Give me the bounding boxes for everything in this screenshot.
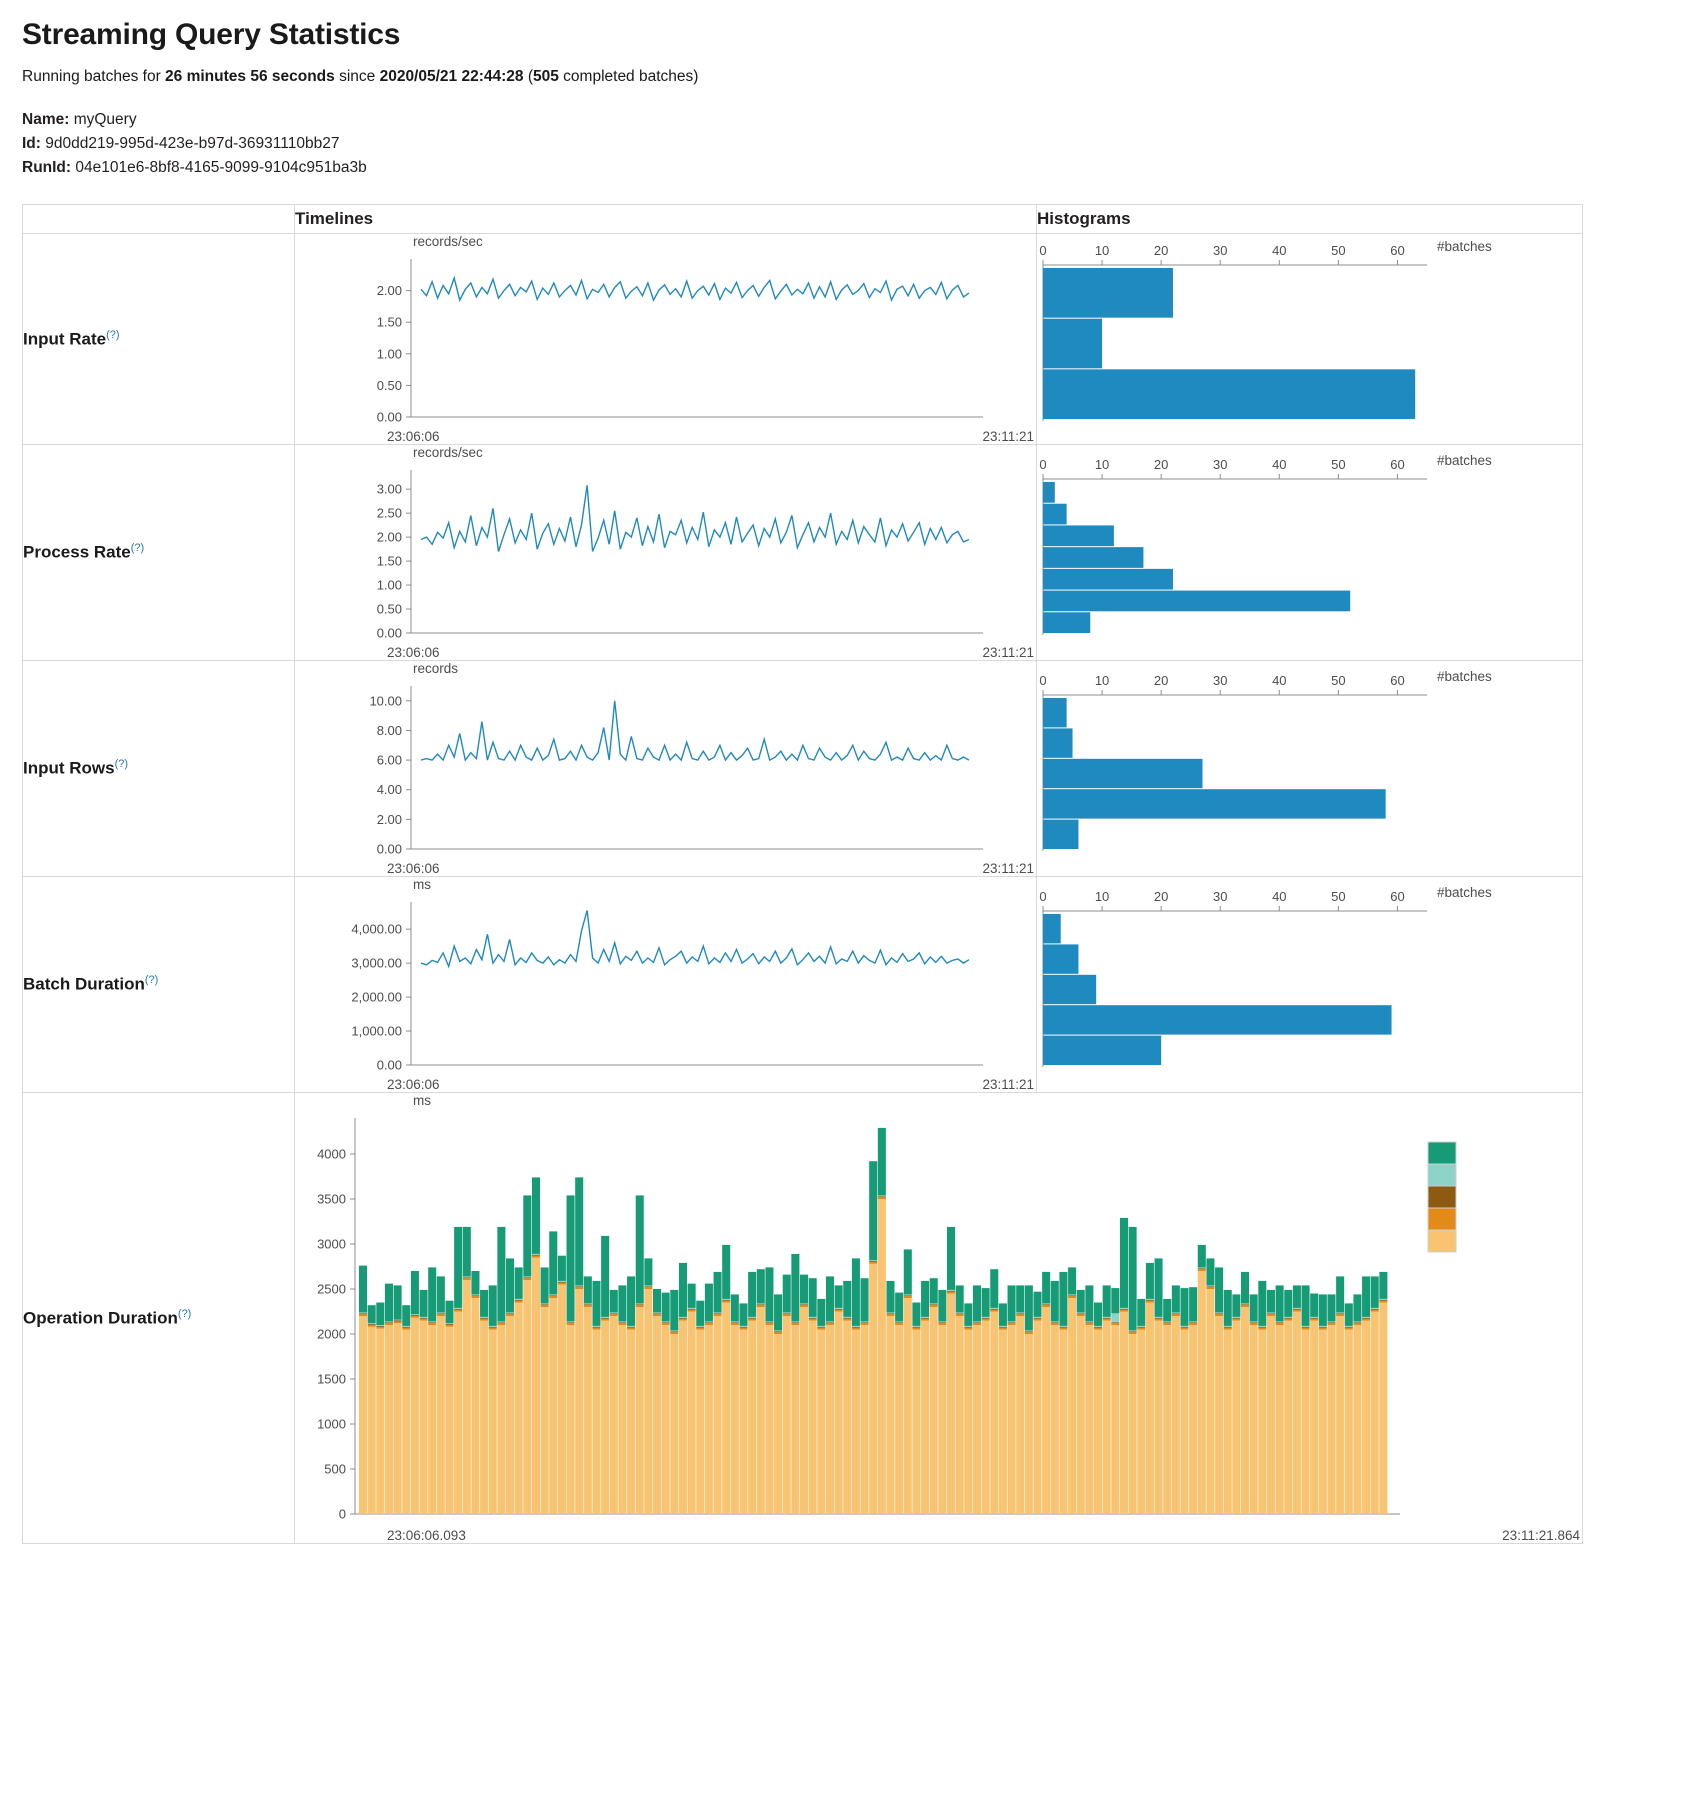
query-name-row bbox=[22, 108, 1671, 132]
svg-text:50: 50 bbox=[1331, 672, 1346, 688]
input-rate-timeline-chart bbox=[295, 251, 995, 431]
svg-text:1000: 1000 bbox=[317, 1416, 346, 1432]
svg-text:30: 30 bbox=[1212, 888, 1228, 904]
running-batches-summary bbox=[22, 68, 1671, 86]
table-row bbox=[23, 1093, 1583, 1544]
statistics-table bbox=[22, 204, 1583, 1544]
row-label-text: Process Rate bbox=[23, 542, 131, 562]
svg-text:3,000.00: 3,000.00 bbox=[351, 955, 402, 971]
svg-text:60: 60 bbox=[1390, 243, 1405, 259]
batches-axis-label: #batches bbox=[1437, 884, 1492, 900]
query-name-value: myQuery bbox=[73, 111, 137, 128]
row-label-process-rate bbox=[23, 445, 295, 661]
batch-duration-unit: ms bbox=[413, 877, 431, 893]
input-rows-time-axis bbox=[295, 861, 1036, 876]
svg-text:0: 0 bbox=[1039, 456, 1047, 472]
operation-duration-unit: ms bbox=[413, 1093, 431, 1109]
svg-text:4000: 4000 bbox=[317, 1146, 346, 1162]
operation-duration-time-axis bbox=[295, 1528, 1582, 1543]
svg-text:0.50: 0.50 bbox=[376, 377, 402, 393]
input-rows-hist-header bbox=[1037, 669, 1582, 869]
batches-open-paren: ( bbox=[523, 68, 533, 85]
help-icon[interactable]: (?) bbox=[144, 974, 159, 987]
svg-text:8.00: 8.00 bbox=[376, 723, 402, 739]
query-name-label: Name: bbox=[22, 111, 70, 128]
svg-text:1500: 1500 bbox=[317, 1371, 346, 1387]
row-label-batch-duration bbox=[23, 877, 295, 1093]
svg-text:40: 40 bbox=[1272, 888, 1287, 904]
x-end-label: 23:11:21 bbox=[982, 429, 1034, 445]
batch-duration-histogram-cell bbox=[1037, 877, 1583, 1093]
svg-text:20: 20 bbox=[1153, 888, 1169, 904]
input-rate-histogram-chart bbox=[1037, 239, 1437, 439]
svg-text:2000: 2000 bbox=[317, 1326, 346, 1342]
process-rate-unit: records/sec bbox=[413, 445, 483, 461]
help-icon[interactable]: (?) bbox=[114, 758, 129, 771]
process-rate-timeline-chart bbox=[295, 462, 995, 647]
svg-text:10: 10 bbox=[1094, 456, 1110, 472]
svg-text:0: 0 bbox=[1039, 888, 1047, 904]
row-label-text: Batch Duration bbox=[23, 974, 145, 994]
svg-text:0: 0 bbox=[1039, 672, 1047, 688]
svg-text:500: 500 bbox=[324, 1461, 346, 1477]
header-timelines: Timelines bbox=[295, 205, 1037, 234]
help-icon[interactable]: (?) bbox=[130, 542, 145, 555]
svg-text:2.00: 2.00 bbox=[376, 811, 402, 827]
svg-text:6.00: 6.00 bbox=[376, 752, 402, 768]
svg-text:0.00: 0.00 bbox=[376, 1057, 402, 1073]
process-rate-histogram-cell bbox=[1037, 445, 1583, 661]
x-start-label: 23:06:06 bbox=[387, 429, 440, 445]
svg-text:1.50: 1.50 bbox=[376, 553, 402, 569]
svg-text:60: 60 bbox=[1390, 888, 1405, 904]
input-rows-timeline-chart bbox=[295, 678, 995, 863]
input-rows-unit: records bbox=[413, 661, 459, 677]
table-row bbox=[23, 234, 1583, 445]
query-runid-value: 04e101e6-8bf8-4165-9099-9104c951ba3b bbox=[75, 159, 367, 177]
running-prefix: Running batches for bbox=[22, 68, 166, 85]
page-title: Streaming Query Statistics bbox=[22, 18, 401, 51]
row-label-operation-duration bbox=[23, 1093, 295, 1544]
batches-axis-label: #batches bbox=[1437, 452, 1492, 468]
input-rate-histogram-cell bbox=[1037, 234, 1583, 445]
svg-text:10.00: 10.00 bbox=[369, 693, 402, 709]
batch-duration-timeline-cell bbox=[295, 877, 1037, 1093]
svg-text:0: 0 bbox=[338, 1506, 346, 1522]
svg-text:4,000.00: 4,000.00 bbox=[351, 921, 402, 937]
svg-text:4.00: 4.00 bbox=[376, 782, 402, 798]
input-rows-histogram-chart bbox=[1037, 669, 1437, 869]
svg-text:0.00: 0.00 bbox=[376, 841, 402, 857]
svg-text:40: 40 bbox=[1272, 672, 1287, 688]
svg-text:60: 60 bbox=[1390, 456, 1405, 472]
svg-text:2.00: 2.00 bbox=[376, 529, 402, 545]
batch-duration-timeline-chart bbox=[295, 894, 995, 1079]
help-icon[interactable]: (?) bbox=[177, 1307, 192, 1320]
svg-text:0.00: 0.00 bbox=[376, 409, 402, 425]
svg-text:30: 30 bbox=[1212, 456, 1228, 472]
table-row bbox=[23, 877, 1583, 1093]
operation-duration-cell bbox=[295, 1093, 1583, 1544]
input-rows-timeline-cell bbox=[295, 661, 1037, 877]
batches-suffix: completed batches) bbox=[558, 68, 699, 85]
svg-text:20: 20 bbox=[1153, 672, 1169, 688]
query-id-label: Id: bbox=[22, 135, 41, 153]
svg-text:30: 30 bbox=[1212, 672, 1228, 688]
running-duration: 26 minutes 56 seconds bbox=[165, 68, 335, 85]
svg-text:1,000.00: 1,000.00 bbox=[351, 1023, 402, 1039]
x-end-label: 23:11:21 bbox=[982, 1077, 1034, 1093]
svg-text:50: 50 bbox=[1331, 888, 1346, 904]
x-start-label: 23:06:06 bbox=[387, 1077, 440, 1093]
row-label-text: Input Rows bbox=[23, 758, 115, 778]
x-end-label: 23:11:21 bbox=[982, 645, 1034, 661]
header-blank bbox=[23, 205, 295, 234]
since-timestamp: 2020/05/21 22:44:28 bbox=[379, 68, 524, 85]
help-icon[interactable]: (?) bbox=[106, 328, 120, 341]
x-start-label: 23:06:06.093 bbox=[387, 1528, 466, 1544]
input-rate-timeline-cell bbox=[295, 234, 1037, 445]
svg-text:1.50: 1.50 bbox=[376, 314, 402, 330]
svg-text:40: 40 bbox=[1272, 243, 1287, 259]
svg-text:2.00: 2.00 bbox=[376, 283, 402, 299]
input-rate-unit: records/sec bbox=[413, 234, 483, 250]
svg-text:50: 50 bbox=[1331, 456, 1346, 472]
svg-text:2.50: 2.50 bbox=[376, 505, 402, 521]
input-rate-time-axis bbox=[295, 429, 1036, 444]
svg-text:0: 0 bbox=[1039, 243, 1047, 259]
completed-batches-count: 505 bbox=[532, 68, 559, 85]
svg-text:30: 30 bbox=[1212, 243, 1228, 259]
svg-text:0.00: 0.00 bbox=[376, 625, 402, 641]
process-rate-histogram-chart bbox=[1037, 453, 1437, 653]
svg-text:10: 10 bbox=[1094, 672, 1110, 688]
x-start-label: 23:06:06 bbox=[387, 861, 440, 877]
svg-text:3.00: 3.00 bbox=[376, 481, 402, 497]
batch-duration-time-axis bbox=[295, 1077, 1036, 1092]
batches-axis-label: #batches bbox=[1437, 239, 1492, 255]
svg-text:40: 40 bbox=[1272, 456, 1287, 472]
svg-text:1.00: 1.00 bbox=[376, 577, 402, 593]
since-word: since bbox=[334, 68, 380, 85]
row-label-text: Input Rate bbox=[23, 329, 107, 349]
x-end-label: 23:11:21 bbox=[982, 861, 1034, 877]
query-id-value: 9d0dd219-995d-423e-b97d-36931110bb27 bbox=[45, 135, 340, 153]
svg-text:2,000.00: 2,000.00 bbox=[351, 989, 402, 1005]
svg-text:10: 10 bbox=[1094, 888, 1110, 904]
svg-text:50: 50 bbox=[1331, 243, 1346, 259]
query-metadata bbox=[22, 108, 1671, 180]
row-label-input-rows bbox=[23, 661, 295, 877]
query-runid-row bbox=[22, 156, 1671, 180]
svg-text:3000: 3000 bbox=[317, 1236, 346, 1252]
header-histograms: Histograms bbox=[1037, 205, 1583, 234]
svg-text:10: 10 bbox=[1094, 243, 1110, 259]
svg-text:3500: 3500 bbox=[317, 1191, 346, 1207]
process-rate-timeline-cell bbox=[295, 445, 1037, 661]
svg-text:1.00: 1.00 bbox=[376, 346, 402, 362]
batch-duration-histogram-chart bbox=[1037, 885, 1437, 1085]
svg-text:20: 20 bbox=[1153, 243, 1169, 259]
svg-text:60: 60 bbox=[1390, 672, 1405, 688]
query-runid-label: RunId: bbox=[22, 159, 72, 177]
table-row bbox=[23, 445, 1583, 661]
row-label-text: Operation Duration bbox=[23, 1308, 178, 1328]
process-rate-hist-header bbox=[1037, 453, 1582, 653]
table-header-row bbox=[23, 205, 1583, 234]
batches-axis-label: #batches bbox=[1437, 668, 1492, 684]
x-end-label: 23:11:21.864 bbox=[1502, 1528, 1580, 1544]
svg-text:2500: 2500 bbox=[317, 1281, 346, 1297]
input-rows-histogram-cell bbox=[1037, 661, 1583, 877]
query-id-row bbox=[22, 132, 1671, 156]
operation-duration-chart bbox=[295, 1110, 1530, 1530]
process-rate-time-axis bbox=[295, 645, 1036, 660]
row-label-input-rate bbox=[23, 234, 295, 445]
batch-duration-hist-header bbox=[1037, 885, 1582, 1085]
svg-text:20: 20 bbox=[1153, 456, 1169, 472]
table-row bbox=[23, 661, 1583, 877]
x-start-label: 23:06:06 bbox=[387, 645, 440, 661]
input-rate-hist-header bbox=[1037, 239, 1582, 439]
svg-text:0.50: 0.50 bbox=[376, 601, 402, 617]
